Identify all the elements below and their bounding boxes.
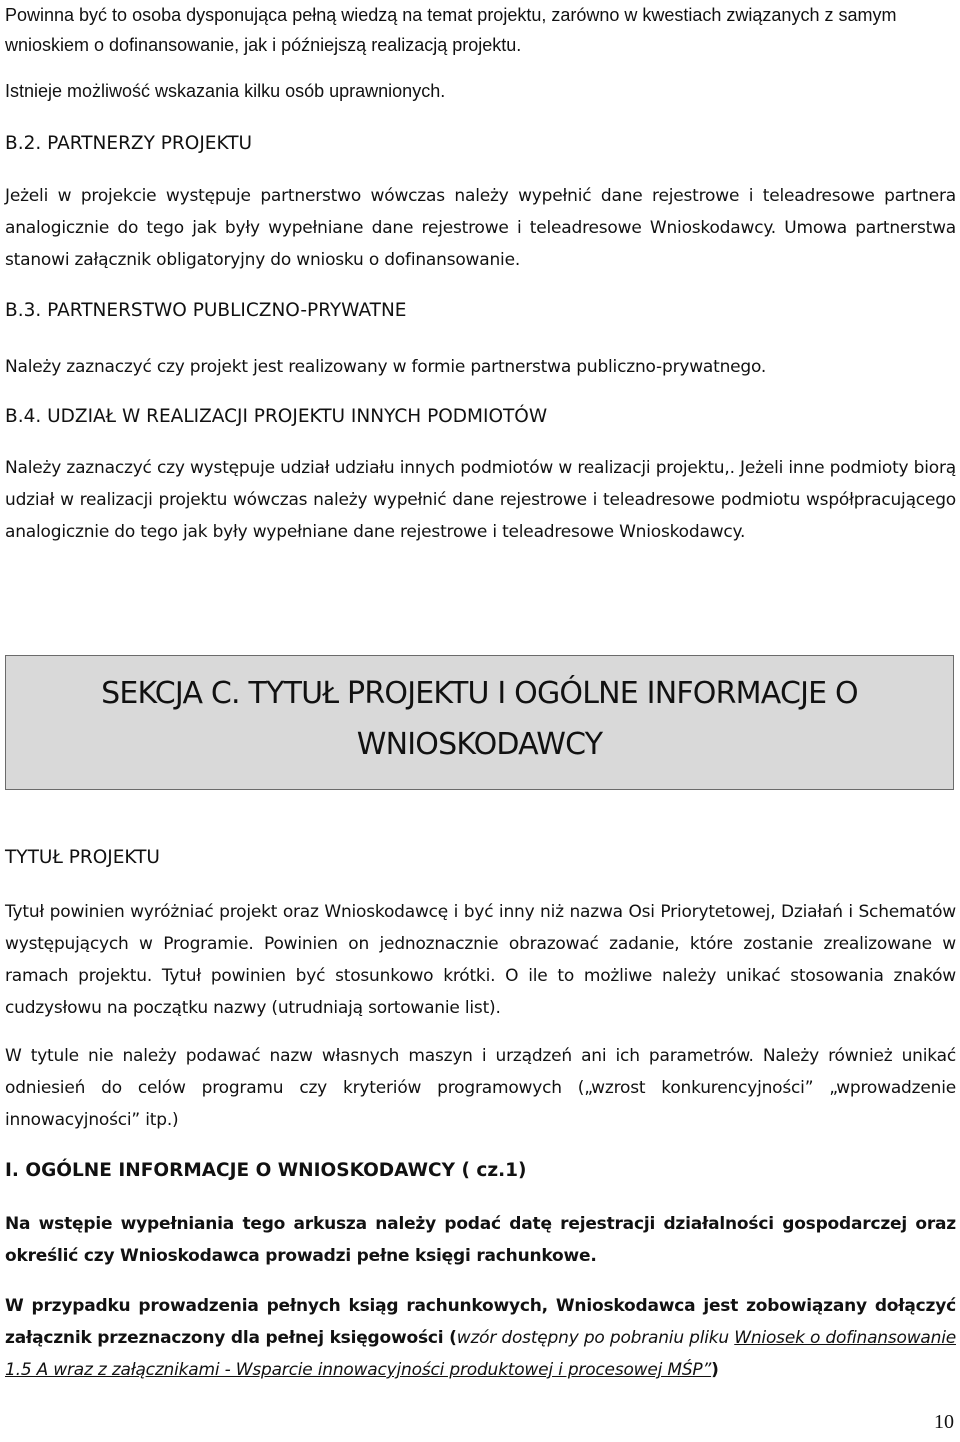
section-c-title-line2: WNIOSKODAWCY: [356, 727, 603, 762]
section-c-banner: [5, 655, 954, 790]
text-tytul-p2: W tytule nie należy podawać nazw własnych maszyn i urządzeń ani ich parametrów. Należy również unikać odniesień do celów programu czy kryteriów programowych („wzrost konkurencyjności” „wprowadzenie innowacyjności” itp.): [5, 1046, 956, 1130]
page-number: 10: [934, 1411, 954, 1433]
section-c-title: [6, 668, 953, 770]
heading-b4: B.4. UDZIAŁ W REALIZACJI PROJEKTU INNYCH PODMIOTÓW: [5, 406, 548, 427]
text-b3: Należy zaznaczyć czy projekt jest realizowany w formie partnerstwa publiczno-prywatnego.: [5, 357, 767, 377]
heading-ogolne-informacje: I. OGÓLNE INFORMACJE O WNIOSKODAWCY ( cz.1): [5, 1160, 527, 1181]
heading-tytul-projektu: TYTUŁ PROJEKTU: [5, 847, 160, 868]
wniosek-file-link[interactable]: Wniosek o dofinansowanie 1.5 A wraz z załącznikami - Wsparcie innowacyjności produktowej i procesowej MŚP”: [5, 1328, 956, 1380]
text-ogolne-p2-end: ): [711, 1360, 719, 1380]
intro-note: Istnieje możliwość wskazania kilku osób uprawnionych.: [5, 81, 446, 101]
heading-b3: B.3. PARTNERSTWO PUBLICZNO-PRYWATNE: [5, 300, 407, 321]
text-b4: Należy zaznaczyć czy występuje udział udziału innych podmiotów w realizacji projektu,. Jeżeli inne podmioty biorą udział w realizacji projektu wówczas należy wypełnić dane rejestrowe i teleadresowe podmiotu współpracującego analogicznie do tego jak były wypełniane dane rejestrowe i teleadresowe Wnioskodawcy.: [5, 458, 956, 542]
text-ogolne-p2-italic: wzór dostępny po pobraniu pliku: [456, 1328, 735, 1348]
text-tytul-p1: Tytuł powinien wyróżniać projekt oraz Wnioskodawcę i być inny niż nazwa Osi Priorytetowej, Działań i Schematów występujących w Programie. Powinien on jednoznacznie obrazować zadanie, które zostanie zrealizowane w ramach projektu. Tytuł powinien być stosunkowo krótki. O ile to możliwe należy unikać stosowania znaków cudzysłowu na początku nazwy (utrudniają sortowanie list).: [5, 902, 956, 1018]
text-b2: Jeżeli w projekcie występuje partnerstwo wówczas należy wypełnić dane rejestrowe i teleadresowe partnera analogicznie do tego jak były wypełniane dane rejestrowe i teleadresowe Wnioskodawcy. Umowa partnerstwa stanowi załącznik obligatoryjny do wniosku o dofinansowanie.: [5, 186, 956, 270]
heading-b2: B.2. PARTNERZY PROJEKTU: [5, 133, 253, 154]
text-ogolne-p2-start: W przypadku prowadzenia pełnych ksiąg rachunkowych, Wnioskodawca jest zobowiązany dołączyć załącznik przeznaczony dla pełnej księgowości (: [5, 1296, 956, 1348]
text-ogolne-p1: Na wstępie wypełniania tego arkusza należy podać datę rejestracji działalności gospodarczej oraz określić czy Wnioskodawca prowadzi pełne księgi rachunkowe.: [5, 1214, 956, 1266]
intro-paragraph: Powinna być to osoba dysponująca pełną wiedzą na temat projektu, zarówno w kwestiach związanych z samym wnioskiem o dofinansowanie, jak i późniejszą realizacją projektu.: [5, 5, 897, 55]
section-c-title-line1: SEKCJA C. TYTUŁ PROJEKTU I OGÓLNE INFORMACJE O: [101, 676, 858, 711]
text-ogolne-p2: [5, 1290, 956, 1386]
